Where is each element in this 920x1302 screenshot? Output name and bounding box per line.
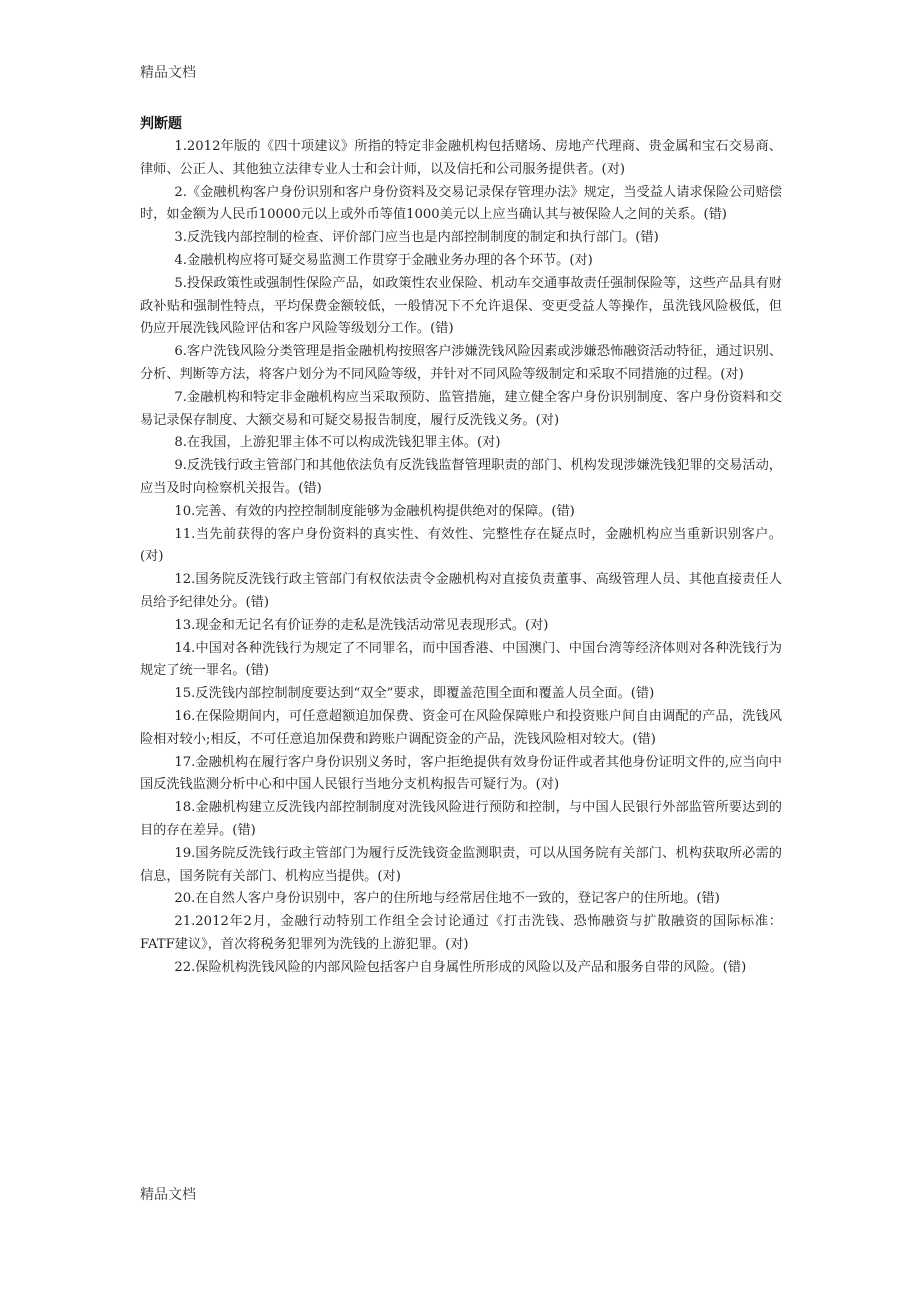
page-footer: 精品文档 bbox=[140, 1187, 196, 1203]
question-item: 1.2012年版的《四十项建议》所指的特定非金融机构包括赌场、房地产代理商、贵金属和宝石交易商、律师、公正人、其他独立法律专业人士和会计师，以及信托和公司服务提供者。(对) bbox=[140, 139, 782, 177]
question-item: 22.保险机构洗钱风险的内部风险包括客户自身属性所形成的风险以及产品和服务自带的风险。(错) bbox=[174, 959, 747, 975]
question-item: 17.金融机构在履行客户身份识别义务时，客户拒绝提供有效身份证件或者其他身份证明文件的,应当向中国反洗钱监测分析中心和中国人民银行当地分支机构报告可疑行为。(对) bbox=[140, 754, 782, 793]
question-item: 20.在自然人客户身份识别中，客户的住所地与经常居住地不一致的，登记客户的住所地。(错) bbox=[174, 891, 720, 907]
question-list bbox=[140, 136, 782, 979]
section-title: 判断题 bbox=[140, 116, 182, 132]
question-item: 14.中国对各种洗钱行为规定了不同罪名，而中国香港、中国澳门、中国台湾等经济体则对各种洗钱行为规定了统一罪名。(错) bbox=[140, 640, 782, 679]
question-item: 5.投保政策性或强制性保险产品，如政策性农业保险、机动车交通事故责任强制保险等，这些产品具有财政补贴和强制性特点，平均保费金额较低，一般情况下不允许退保、变更受益人等操作，虽洗钱风险极低，但仍应开展洗钱风险评估和客户风险等级划分工作。(错) bbox=[140, 275, 782, 337]
question-item: 8.在我国，上游犯罪主体不可以构成洗钱犯罪主体。(对) bbox=[174, 435, 501, 451]
question-item: 16.在保险期间内，可任意超额追加保费、资金可在风险保障账户和投资账户间自由调配的产品，洗钱风险相对较小;相反，不可任意追加保费和跨账户调配资金的产品，洗钱风险相对较大。(错) bbox=[140, 708, 782, 747]
question-item: 6.客户洗钱风险分类管理是指金融机构按照客户涉嫌洗钱风险因素或涉嫌恐怖融资活动特征，通过识别、分析、判断等方法，将客户划分为不同风险等级，并针对不同风险等级制定和采取不同措施的过程。(对) bbox=[140, 344, 782, 382]
question-item: 10.完善、有效的内控控制制度能够为金融机构提供绝对的保障。(错) bbox=[174, 503, 575, 519]
question-item: 4.金融机构应将可疑交易监测工作贯穿于金融业务办理的各个环节。(对) bbox=[174, 252, 593, 268]
question-item: 9.反洗钱行政主管部门和其他依法负有反洗钱监督管理职责的部门、机构发现涉嫌洗钱犯罪的交易活动，应当及时向检察机关报告。(错) bbox=[140, 458, 782, 496]
question-item: 19.国务院反洗钱行政主管部门为履行反洗钱资金监测职责，可以从国务院有关部门、机构获取所必需的信息，国务院有关部门、机构应当提供。(对) bbox=[140, 845, 782, 884]
question-item: 11.当先前获得的客户身份资料的真实性、有效性、完整性存在疑点时，金融机构应当重新识别客户。(对) bbox=[140, 526, 782, 565]
question-item: 12.国务院反洗钱行政主管部门有权依法责令金融机构对直接负责董事、高级管理人员、其他直接责任人员给予纪律处分。(错) bbox=[140, 572, 782, 610]
question-item: 21.2012年2月，金融行动特别工作组全会讨论通过《打击洗钱、恐怖融资与扩散融资的国际标准：FATF建议》，首次将税务犯罪列为洗钱的上游犯罪。(对) bbox=[140, 914, 782, 952]
question-item: 13.现金和无记名有价证券的走私是洗钱活动常见表现形式。(对) bbox=[174, 617, 549, 633]
question-item: 2.《金融机构客户身份识别和客户身份资料及交易记录保存管理办法》规定，当受益人请求保险公司赔偿时，如金额为人民币10000元以上或外币等值1000美元以上应当确认其与被保险人之间的关系。(错) bbox=[140, 184, 782, 223]
question-item: 18.金融机构建立反洗钱内部控制制度对洗钱风险进行预防和控制，与中国人民银行外部监管所要达到的目的存在差异。(错) bbox=[140, 800, 782, 838]
question-item: 7.金融机构和特定非金融机构应当采取预防、监管措施，建立健全客户身份识别制度、客户身份资料和交易记录保存制度、大额交易和可疑交易报告制度，履行反洗钱义务。(对) bbox=[140, 389, 782, 428]
page-header: 精品文档 bbox=[140, 65, 196, 81]
question-item: 3.反洗钱内部控制的检查、评价部门应当也是内部控制制度的制定和执行部门。(错) bbox=[174, 230, 659, 246]
question-item: 15.反洗钱内部控制制度要达到“双全”要求，即覆盖范围全面和覆盖人员全面。(错) bbox=[174, 686, 655, 702]
